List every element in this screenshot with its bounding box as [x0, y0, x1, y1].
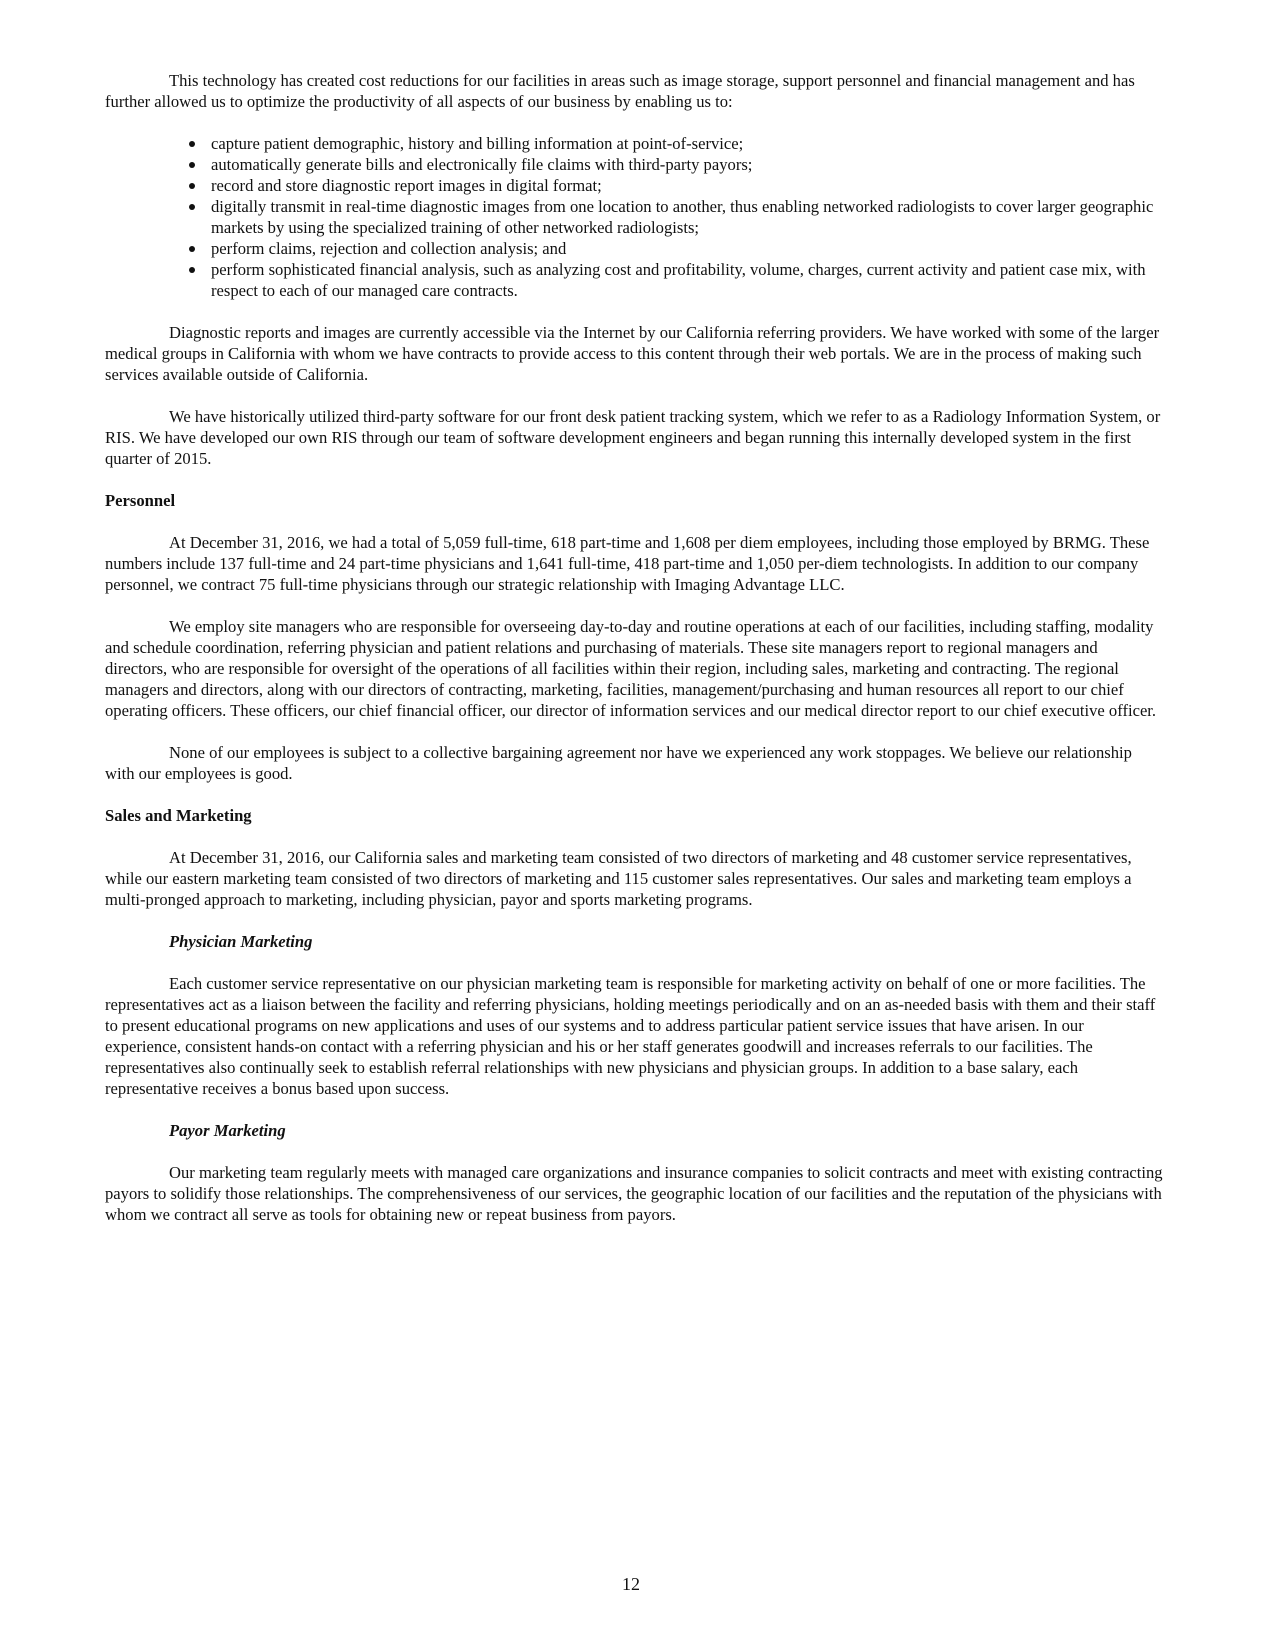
list-item	[211, 154, 1163, 175]
list-item-text: digitally transmit in real-time diagnostic images from one location to another, thus enabling networked radiologists to cover larger geographic markets by using the specialized training of other networked radiologists;	[211, 197, 1154, 237]
list-item-text: automatically generate bills and electronically file claims with third-party payors;	[211, 155, 753, 174]
list-item	[211, 238, 1163, 259]
bullet-icon	[189, 204, 195, 210]
capabilities-list	[105, 133, 1163, 301]
physician-marketing-paragraph: Each customer service representative on our physician marketing team is responsible for marketing activity on behalf of one or more facilities. The representatives act as a liaison between the facility and referring physicians, holding meetings periodically and on an as-needed basis with them and their staff to present educational programs on new applications and uses of our systems and to address particular patient service issues that have arisen. In our experience, consistent hands-on contact with a referring physician and his or her staff generates goodwill and increases referrals to our facilities. The representatives also continually seek to establish referral relationships with new physicians and physician groups. In addition to a base salary, each representative receives a bonus based upon success.	[105, 974, 1156, 1098]
bullet-icon	[189, 162, 195, 168]
ris-paragraph: We have historically utilized third-party software for our front desk patient tracking system, which we refer to as a Radiology Information System, or RIS. We have developed our own RIS through our team of software development engineers and began running this internally developed system in the first quarter of 2015.	[105, 407, 1161, 468]
list-item-text: perform claims, rejection and collection analysis; and	[211, 239, 567, 258]
physician-marketing-heading: Physician Marketing	[169, 932, 313, 951]
diagnostic-paragraph: Diagnostic reports and images are currently accessible via the Internet by our California referring providers. We have worked with some of the larger medical groups in California with whom we have contracts to provide access to this content through their web portals. We are in the process of making such services available outside of California.	[105, 323, 1160, 384]
list-item-text: capture patient demographic, history and billing information at point-of-service;	[211, 134, 744, 153]
personnel-heading: Personnel	[105, 491, 176, 510]
bullet-icon	[189, 183, 195, 189]
bullet-icon	[189, 267, 195, 273]
list-item	[211, 196, 1163, 238]
list-item-text: record and store diagnostic report images in digital format;	[211, 176, 602, 195]
sales-marketing-paragraph: At December 31, 2016, our California sales and marketing team consisted of two directors of marketing and 48 customer service representatives, while our eastern marketing team consisted of two directors of marketing and 115 customer sales representatives. Our sales and marketing team employs a multi-pronged approach to marketing, including physician, payor and sports marketing programs.	[105, 848, 1132, 909]
sales-marketing-heading: Sales and Marketing	[105, 806, 252, 825]
list-item	[211, 133, 1163, 154]
payor-marketing-heading: Payor Marketing	[169, 1121, 286, 1140]
bullet-icon	[189, 246, 195, 252]
personnel-paragraph-relations: None of our employees is subject to a collective bargaining agreement nor have we experienced any work stoppages. We believe our relationship with our employees is good.	[105, 743, 1132, 783]
personnel-paragraph-employees: At December 31, 2016, we had a total of 5,059 full-time, 618 part-time and 1,608 per diem employees, including those employed by BRMG. These numbers include 137 full-time and 24 part-time physicians and 1,641 full-time, 418 part-time and 1,050 per-diem technologists. In addition to our company personnel, we contract 75 full-time physicians through our strategic relationship with Imaging Advantage LLC.	[105, 533, 1150, 594]
page-number: 12	[622, 1574, 640, 1594]
list-item	[211, 259, 1163, 301]
list-item-text: perform sophisticated financial analysis, such as analyzing cost and profitability, volume, charges, current activity and patient case mix, with respect to each of our managed care contracts.	[211, 260, 1146, 300]
intro-paragraph: This technology has created cost reductions for our facilities in areas such as image storage, support personnel and financial management and has further allowed us to optimize the productivity of all aspects of our business by enabling us to:	[105, 71, 1135, 111]
payor-marketing-paragraph: Our marketing team regularly meets with managed care organizations and insurance companies to solicit contracts and meet with existing contracting payors to solidify those relationships. The comprehensiveness of our services, the geographic location of our facilities and the reputation of the physicians with whom we contract all serve as tools for obtaining new or repeat business from payors.	[105, 1163, 1163, 1224]
personnel-paragraph-managers: We employ site managers who are responsible for overseeing day-to-day and routine operations at each of our facilities, including staffing, modality and schedule coordination, referring physician and patient relations and purchasing of materials. These site managers report to regional managers and directors, who are responsible for oversight of the operations of all facilities within their region, including sales, marketing and contracting. The regional managers and directors, along with our directors of contracting, marketing, facilities, management/purchasing and human resources all report to our chief operating officers. These officers, our chief financial officer, our director of information services and our medical director report to our chief executive officer.	[105, 617, 1157, 720]
list-item	[211, 175, 1163, 196]
document-body	[105, 70, 1163, 1246]
bullet-icon	[189, 141, 195, 147]
